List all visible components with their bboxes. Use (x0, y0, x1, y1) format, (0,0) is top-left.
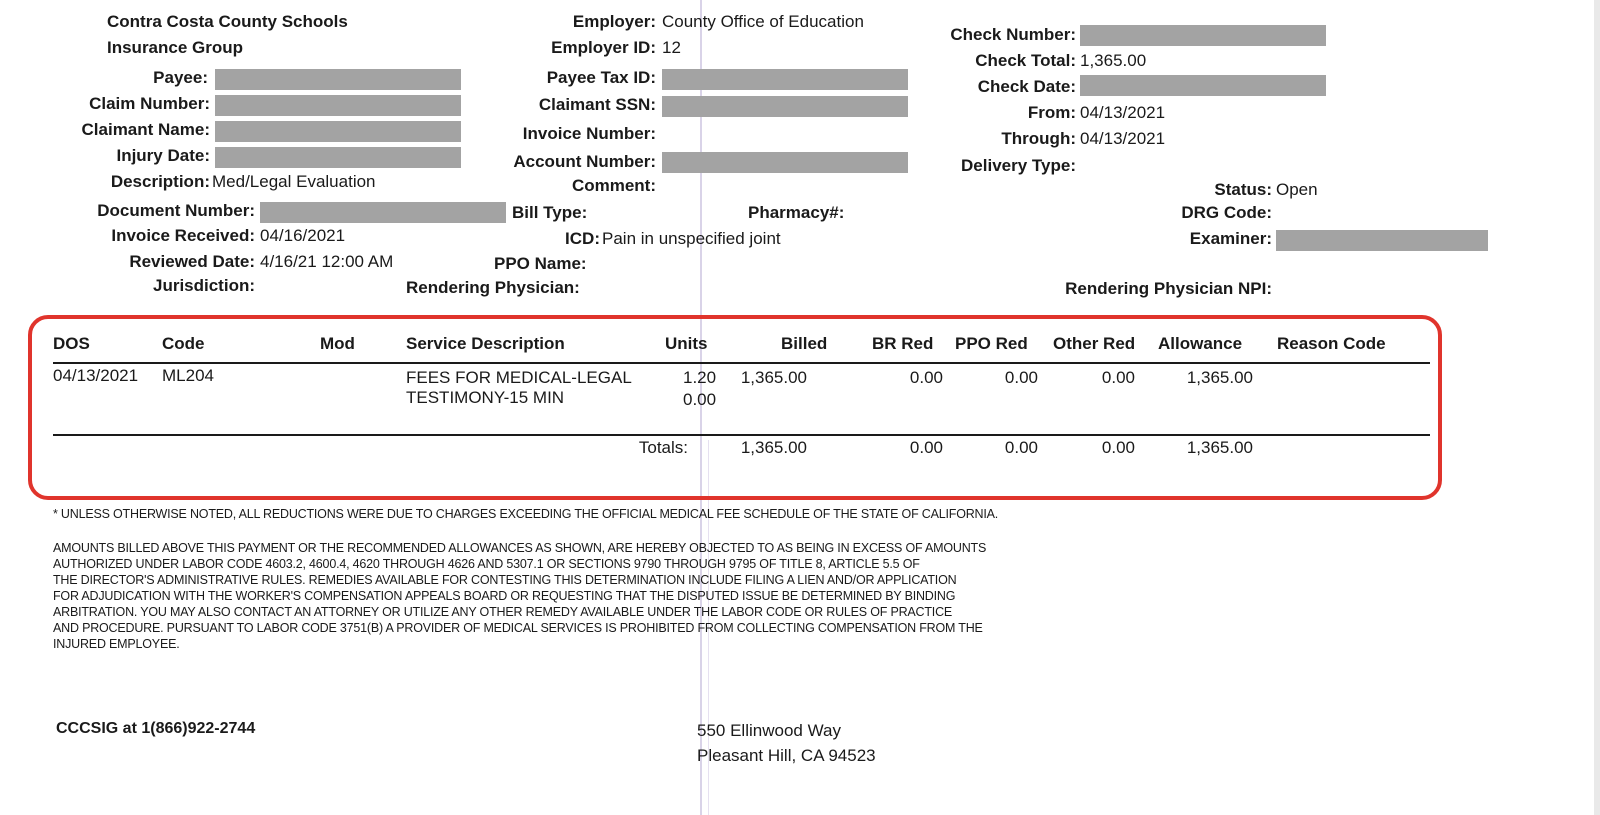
examiner-label: Examiner: (1189, 229, 1272, 248)
col-header-units: Units (665, 334, 708, 353)
check-date-redaction (1080, 75, 1326, 96)
check-number-label: Check Number: (950, 25, 1076, 44)
objection-line: ARBITRATION. YOU MAY ALSO CONTACT AN ATTORNEY OR UTILIZE ANY OTHER REMEDY AVAILABLE UNDER THE LABOR CODE OR RULES OF PRACTICE (53, 605, 953, 619)
col-header-code: Code (162, 334, 205, 353)
document-number-label: Document Number: (97, 201, 255, 220)
from-value: 04/13/2021 (1080, 103, 1166, 122)
invoice-received-label: Invoice Received: (111, 226, 255, 245)
document-number-redaction (260, 202, 506, 223)
row-units-line1: 1.20 (683, 368, 717, 387)
status-label: Status: (1214, 180, 1272, 199)
rendering-physician-label: Rendering Physician: (406, 278, 580, 297)
objection-line: THE DIRECTOR'S ADMINISTRATIVE RULES. REMEDIES AVAILABLE FOR CONTESTING THIS DETERMINATION INCLUDE FILING A LIEN AND/OR APPLICATION (53, 573, 957, 587)
employer-value: County Office of Education (662, 12, 864, 31)
employer-label: Employer: (572, 12, 656, 31)
invoice-number-label: Invoice Number: (522, 124, 656, 143)
icd-label: ICD: (565, 229, 600, 248)
check-total-label: Check Total: (975, 51, 1076, 70)
totals-other-red: 0.00 (1101, 438, 1135, 457)
table-totals-rule (53, 434, 1430, 436)
account-number-label: Account Number: (513, 152, 656, 171)
through-label: Through: (1001, 129, 1076, 148)
injury-date-redaction (215, 147, 461, 168)
jurisdiction-label: Jurisdiction: (152, 276, 255, 295)
employer-id-label: Employer ID: (551, 38, 656, 57)
icd-value: Pain in unspecified joint (602, 229, 781, 248)
payee-redaction (215, 69, 461, 90)
objection-line: INJURED EMPLOYEE. (53, 637, 180, 651)
row-br-red: 0.00 (909, 368, 943, 387)
objection-line: FOR ADJUDICATION WITH THE WORKER'S COMPENSATION APPEALS BOARD OR REQUESTING THAT THE DISPUTED ISSUE BE DETERMINED BY BINDING (53, 589, 956, 603)
totals-billed: 1,365.00 (740, 438, 807, 457)
through-value: 04/13/2021 (1080, 129, 1166, 148)
drg-code-label: DRG Code: (1181, 203, 1272, 222)
row-description-line2: TESTIMONY-15 MIN (406, 388, 565, 407)
col-header-br-red: BR Red (872, 334, 934, 353)
col-header-other-red: Other Red (1053, 334, 1136, 353)
row-units-line2: 0.00 (683, 390, 717, 409)
pharmacy-label: Pharmacy#: (748, 203, 845, 222)
claimant-ssn-redaction (662, 96, 908, 117)
row-dos: 04/13/2021 (53, 366, 139, 385)
claimant-name-label: Claimant Name: (81, 120, 210, 139)
row-ppo-red: 0.00 (1004, 368, 1038, 387)
check-date-label: Check Date: (977, 77, 1076, 96)
row-code: ML204 (162, 366, 214, 385)
payee-tax-id-redaction (662, 69, 908, 90)
org-name: Contra Costa County Schools (107, 12, 348, 31)
fee-schedule-note: * UNLESS OTHERWISE NOTED, ALL REDUCTIONS WERE DUE TO CHARGES EXCEEDING THE OFFICIAL MEDICAL FEE SCHEDULE OF THE STATE OF CALIFORNIA. (53, 507, 999, 521)
objection-line: AUTHORIZED UNDER LABOR CODE 4603.2, 4600.4, 4620 THROUGH 4626 AND 5307.1 OR SECTIONS 9790 THROUGH 9795 OF TITLE 8, ARTICLE 5.5 OF (53, 557, 920, 571)
bill-type-label: Bill Type: (512, 203, 588, 222)
claim-number-redaction (215, 95, 461, 116)
col-header-ppo-red: PPO Red (955, 334, 1028, 353)
totals-allowance: 1,365.00 (1186, 438, 1253, 457)
col-header-mod: Mod (320, 334, 355, 353)
row-description-line1: FEES FOR MEDICAL-LEGAL (406, 368, 632, 387)
col-header-billed: Billed (781, 334, 828, 353)
examiner-redaction (1276, 230, 1488, 251)
description-value: Med/Legal Evaluation (212, 172, 376, 191)
paper-edge (1594, 0, 1600, 815)
payee-tax-id-label: Payee Tax ID: (546, 68, 656, 87)
status-value: Open (1276, 180, 1318, 199)
row-other-red: 0.00 (1101, 368, 1135, 387)
check-total-value: 1,365.00 (1080, 51, 1147, 70)
row-billed: 1,365.00 (740, 368, 807, 387)
table-header-rule (53, 362, 1430, 364)
check-number-redaction (1080, 25, 1326, 46)
org-name-line2: Insurance Group (107, 38, 244, 57)
account-number-redaction (662, 152, 908, 173)
injury-date-label: Injury Date: (116, 146, 210, 165)
employer-id-value: 12 (662, 38, 681, 57)
delivery-type-label: Delivery Type: (961, 156, 1076, 175)
col-header-allowance: Allowance (1158, 334, 1243, 353)
objection-line: AMOUNTS BILLED ABOVE THIS PAYMENT OR THE RECOMMENDED ALLOWANCES AS SHOWN, ARE HEREBY OBJECTED TO AS BEING IN EXCESS OF AMOUNTS (53, 541, 987, 555)
totals-ppo-red: 0.00 (1004, 438, 1038, 457)
col-header-dos: DOS (53, 334, 90, 353)
totals-br-red: 0.00 (909, 438, 943, 457)
objection-line: AND PROCEDURE. PURSUANT TO LABOR CODE 3751(B) A PROVIDER OF MEDICAL SERVICES IS PROHIBITED FROM COLLECTING COMPENSATION FROM THE (53, 621, 983, 635)
reviewed-date-value: 4/16/21 12:00 AM (260, 252, 394, 271)
claimant-ssn-label: Claimant SSN: (538, 95, 656, 114)
claim-number-label: Claim Number: (89, 94, 210, 113)
payee-label: Payee: (153, 68, 208, 87)
row-allowance: 1,365.00 (1186, 368, 1253, 387)
contact-phone: CCCSIG at 1(866)922-2744 (56, 720, 256, 737)
reviewed-date-label: Reviewed Date: (129, 252, 255, 271)
objection-notice (53, 540, 986, 652)
from-label: From: (1027, 103, 1076, 122)
comment-label: Comment: (571, 176, 656, 195)
totals-label: Totals: (638, 438, 688, 457)
ppo-name-label: PPO Name: (494, 254, 587, 273)
address-line1: 550 Ellinwood Way (697, 721, 841, 740)
address-line2: Pleasant Hill, CA 94523 (697, 746, 876, 765)
col-header-reason-code: Reason Code (1277, 334, 1386, 353)
claimant-name-redaction (215, 121, 461, 142)
col-header-service-description: Service Description (406, 334, 565, 353)
description-label: Description: (110, 172, 210, 191)
rendering-npi-label: Rendering Physician NPI: (1065, 279, 1272, 298)
invoice-received-value: 04/16/2021 (260, 226, 346, 245)
